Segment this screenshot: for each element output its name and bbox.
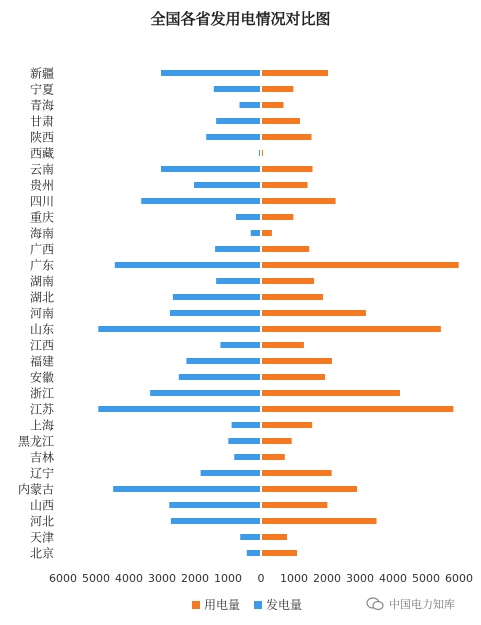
- bar-consumption: [262, 134, 312, 140]
- bar-consumption: [262, 534, 287, 540]
- bar-consumption: [262, 198, 336, 204]
- category-label: 广西: [29, 242, 54, 257]
- bar-generation: [240, 102, 260, 108]
- category-label: 上海: [29, 418, 54, 433]
- category-label: 山东: [29, 322, 54, 337]
- bar-generation: [216, 278, 260, 284]
- watermark-text: 中国电力知库: [389, 598, 455, 611]
- bar-consumption: [262, 390, 400, 396]
- bar-consumption: [262, 262, 459, 268]
- bar-generation: [206, 134, 260, 140]
- category-label: 青海: [29, 98, 54, 113]
- bar-generation: [179, 374, 260, 380]
- category-label: 内蒙古: [17, 482, 54, 497]
- bar-consumption: [262, 374, 325, 380]
- category-label: 河北: [29, 514, 54, 529]
- x-tick-label: 0: [257, 572, 265, 585]
- bar-consumption: [262, 310, 366, 316]
- bar-consumption: [262, 246, 309, 252]
- bar-consumption: [262, 166, 312, 172]
- bar-consumption: [262, 406, 453, 412]
- x-tick-label: 5000: [82, 572, 110, 585]
- bar-generation: [259, 150, 260, 156]
- bar-generation: [98, 406, 260, 412]
- bar-consumption: [262, 502, 327, 508]
- bar-generation: [228, 438, 260, 444]
- bar-consumption: [262, 342, 304, 348]
- category-label: 浙江: [29, 386, 54, 401]
- bar-generation: [194, 182, 260, 188]
- x-tick-label: 6000: [49, 572, 77, 585]
- category-label: 四川: [29, 194, 54, 209]
- bar-generation: [251, 230, 260, 236]
- bar-consumption: [262, 454, 285, 460]
- legend: [192, 596, 302, 613]
- chart-title: 全国各省发用电情况对比图: [150, 10, 331, 28]
- category-label: 山西: [29, 498, 54, 513]
- x-tick-label: 5000: [412, 572, 440, 585]
- category-label: 湖南: [29, 274, 54, 289]
- x-tick-label: 4000: [379, 572, 407, 585]
- bar-generation: [169, 502, 260, 508]
- bar-consumption: [262, 470, 332, 476]
- category-label: 云南: [29, 162, 54, 177]
- bar-consumption: [262, 182, 308, 188]
- bar-consumption: [262, 230, 272, 236]
- category-label: 江苏: [29, 402, 54, 417]
- x-tick-label: 2000: [181, 572, 209, 585]
- category-label: 辽宁: [29, 466, 54, 481]
- bar-generation: [186, 358, 260, 364]
- bar-consumption: [262, 214, 293, 220]
- bar-generation: [150, 390, 260, 396]
- bar-generation: [236, 214, 260, 220]
- category-label: 宁夏: [29, 82, 54, 97]
- bar-generation: [171, 518, 260, 524]
- bar-generation: [215, 246, 260, 252]
- legend-swatch-consumption: [192, 601, 200, 609]
- bar-consumption: [262, 550, 297, 556]
- bar-consumption: [262, 86, 293, 92]
- watermark: [366, 596, 455, 612]
- category-label: 北京: [29, 546, 54, 561]
- x-tick-label: 4000: [115, 572, 143, 585]
- x-tick-label: 6000: [445, 572, 473, 585]
- category-label: 新疆: [29, 66, 54, 81]
- category-label: 黑龙江: [17, 434, 54, 449]
- bar-consumption: [262, 438, 292, 444]
- bar-consumption: [262, 326, 441, 332]
- legend-swatch-generation: [254, 601, 262, 609]
- bar-generation: [240, 534, 260, 540]
- bar-generation: [113, 486, 260, 492]
- bar-generation: [173, 294, 260, 300]
- category-label: 广东: [29, 258, 54, 273]
- x-tick-label: 1000: [214, 572, 242, 585]
- bar-generation: [170, 310, 260, 316]
- bar-consumption: [262, 102, 283, 108]
- legend-label-generation: 发电量: [266, 598, 303, 612]
- bar-generation: [201, 470, 260, 476]
- bar-generation: [214, 86, 260, 92]
- category-label: 吉林: [29, 450, 54, 465]
- bar-generation: [161, 166, 260, 172]
- x-tick-label: 3000: [346, 572, 374, 585]
- bar-consumption: [262, 118, 300, 124]
- category-label: 福建: [29, 354, 54, 369]
- bar-consumption: [262, 278, 314, 284]
- x-tick-label: 1000: [280, 572, 308, 585]
- category-label: 重庆: [29, 210, 54, 225]
- x-tick-label: 2000: [313, 572, 341, 585]
- category-label: 天津: [29, 530, 54, 545]
- bar-generation: [232, 422, 260, 428]
- bar-generation: [161, 70, 260, 76]
- bar-generation: [216, 118, 260, 124]
- category-label: 海南: [29, 226, 54, 241]
- bar-consumption: [262, 486, 357, 492]
- category-label: 湖北: [29, 290, 54, 305]
- bar-consumption: [262, 518, 377, 524]
- bar-consumption: [262, 294, 323, 300]
- category-label: 河南: [29, 306, 54, 321]
- bar-consumption: [262, 150, 263, 156]
- bar-consumption: [262, 358, 332, 364]
- category-label: 江西: [29, 338, 54, 353]
- bar-generation: [247, 550, 260, 556]
- bar-consumption: [262, 70, 328, 76]
- legend-item-generation[interactable]: [254, 596, 302, 613]
- bar-generation: [234, 454, 260, 460]
- wechat-icon: [366, 597, 384, 611]
- legend-item-consumption[interactable]: [192, 596, 240, 613]
- bar-generation: [98, 326, 260, 332]
- bar-generation: [220, 342, 260, 348]
- bar-generation: [141, 198, 260, 204]
- bar-generation: [115, 262, 260, 268]
- category-label: 安徽: [29, 370, 54, 385]
- category-label: 西藏: [29, 146, 54, 161]
- legend-label-consumption: 用电量: [204, 598, 241, 612]
- category-label: 陕西: [29, 130, 54, 145]
- category-label: 贵州: [29, 178, 54, 193]
- category-label: 甘肃: [29, 114, 54, 129]
- bar-consumption: [262, 422, 312, 428]
- x-tick-label: 3000: [148, 572, 176, 585]
